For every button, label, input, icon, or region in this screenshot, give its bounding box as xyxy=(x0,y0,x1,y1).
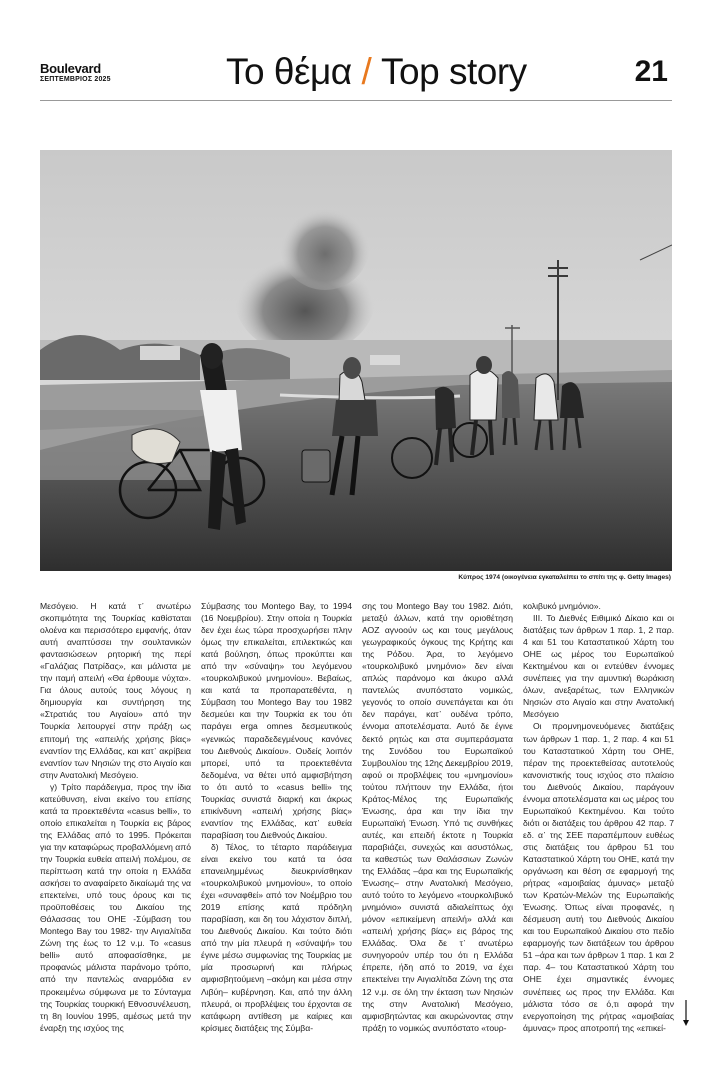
article-photo xyxy=(40,150,672,571)
text-column-1 xyxy=(40,600,191,1040)
paragraph: Μεσόγειο. Η κατά τ᾽ ανωτέρω σκοπιμότητα της Τουρκίας καθίσταται ολοένα και περισσότερο εμφανής, όταν αυτή αναπτύσσει την σουλτανικών φαντασιώσεων ρητορική της περί «Γαλάζιας Πατρίδας», και μάλιστα με την ιταμή απειλή «Θα έρθουμε νύχτα». Για όλους αυτούς τους λόγους η δημιουργία και συντήρηση της «Στρατιάς του Αιγαίου» από την Τουρκία λειτουργεί στην πράξη ως επιτομή της «απειλής χρήσης βίας» εναντίον της Ελλάδας, και κατ᾽ ακρίβεια εναντίον των Νησιών της στο Αιγαίο και στην Ανατολική Μεσόγειο. xyxy=(40,601,191,780)
page-header xyxy=(0,0,711,100)
paragraph: σης του Montego Bay του 1982. Διότι, μεταξύ άλλων, κατά την οριοθέτηση ΑΟΖ αγνοούν ως και τους μεγάλους γεωγραφικούς όγκους της Κρήτης και της Ρόδου. Άρα, το λεγόμενο «τουρκολιβυκό μνημόνιο» δεν είναι απλώς παράνομο και άκυρο αλλά παντελώς ανυπόστατο νομικώς, γεγονός το οποίο συνεπάγεται και ότι δεν παράγει, κατ᾽ ουδένα τρόπο, έννομα αποτελέσματα. Αυτό δε έγινε δεκτό ρητώς και στα συμπεράσματα της Συνόδου του Ευρωπαϊκού Συμβουλίου της 12ης Δεκεμβρίου 2019, αφού οι προβλέψεις του «μνημονίου» τούτου πλήττουν την Ελλάδα, ήτοι Κράτος-Μέλος της Ευρωπαϊκής Ένωσης, άρα και την ίδια την Ευρωπαϊκή Ένωση. Υπό τις συνθήκες αυτές, και επειδή έκτοτε η Τουρκία παραβιάζει, συνεχώς και ασυστόλως, τα καθεστώς των Θαλάσσιων Ζωνών της Ελλάδας –άρα και της Ευρωπαϊκής Ένωσης– στην Ανατολική Μεσόγειο, αυτό τούτο το λεγόμενο «τουρκολιβυκό μνημόνιο» συνιστά αδιαλείπτως όχι μόνον «επικείμενη απειλή» αλλά και «απειλή χρήσης βίας» εις βάρος της Ελλάδας. Όλα δε τ᾽ ανωτέρω συνηγορούν υπέρ του ότι η Ελλάδα έπρεπε, ήδη από το 2019, να έχει επεκτείνει την Αιγιαλίτιδα Ζώνη της στα 12 ν.μ. σε όλη την έκταση των Νησιών της στην Ανατολική Μεσόγειο, αμφισβητώντας και ακυρώνοντας στην πράξη το νομικώς ανυπόστατο «τουρ- xyxy=(362,601,513,1033)
subheading: ΙΙΙ. Το Διεθνές Ειθιμικό Δίκαιο και οι διατάξεις των άρθρων 1 παρ. 1, 2 παρ. 4 και 51 του Καταστατικού Χάρτη του ΟΗΕ ως μέρος του Ευρωπαϊκού Κεκτημένου και οι εντεύθεν έννομες συνέπειες για την αμυντική θωράκιση όλων, ανεξαρέτως, των Ελληνικών Νησιών στο Αιγαίο και στην Ανατολική Μεσόγειο xyxy=(523,613,674,720)
paragraph: δ) Τέλος, το τέταρτο παράδειγμα είναι εκείνο του κατά τα όσα επανειλημμένως διευκρινίσθηκαν «τουρκολιβυκού μνημονίου», το οποίο έχει «συναφθεί» από τον Νοέμβριο του 2019 επίσης κατά πρόδηλη παραβίαση, και δη του λάχιστον διπλή, του Διεθνούς Δικαίου. Και τούτο διότι από την μία πλευρά η «σύναψή» του έγινε μέσω συμφωνίας της Τουρκίας με μία προσωρινή και πλήρως αμφισβητούμενη –ακόμη και μέσα στην Λιβύη– κυβέρνηση. Και, από την άλλη πλευρά, οι προβλέψεις του έρχονται σε κατάφωρη αντίθεση με καίριες και κρίσιμες διατάξεις της Σύμβα- xyxy=(201,841,352,1033)
section-title-separator: / xyxy=(351,51,382,92)
text-column-4 xyxy=(523,600,674,1040)
paragraph: Οι προμνημονευόμενες διατάξεις των άρθρων 1 παρ. 1, 2 παρ. 4 και 51 του Καταστατικού Χάρτη του ΟΗΕ, πέραν της προεκτεθείσας αυτοτελούς κανονιστικής τους ισχύος στο πλαίσιο του Διεθνούς Δικαίου, παράγουν έννομα αποτελέσματα και ως μέρος του Ευρωπαϊκού Κεκτημένου. Και τούτο διότι οι διατάξεις του άρθρου 42 παρ. 7 εδ. α᾽ της ΣΕΕ παραπέμπουν ευθέως στις διατάξεις του άρθρου 51 του Καταστατικού Χάρτη του ΟΗΕ, κατά την οργάνωση και θέση σε εφαρμογή της ρήτρας «αμοιβαίας άμυνας» μεταξύ των Κρατών-Μελών της Ευρωπαϊκής Ένωσης. Όπως είναι προφανές, η δέσμευση αυτή του Διεθνούς Δικαίου και του Ευρωπαϊκού Δικαίου στο πεδίο εφαρμογής των διατάξεων του άρθρου 51 –άρα και των άρθρων 1 παρ. 1 και 2 παρ. 4– του Καταστατικού Χάρτη του ΟΗΕ έχει σημαντικές έννομες συνέπειες ως προς την Ελλάδα. Και μάλιστα τόσο σε ό,τι αφορά την ενεργοποίηση της ρήτρας «αμοιβαίας άμυνας» προς αποτροπή της «επικεί- xyxy=(523,721,674,1033)
paragraph: κολιβυκό μνημόνιο». xyxy=(523,601,601,611)
header-divider xyxy=(40,100,672,101)
section-title-greek: Το θέμα xyxy=(226,51,352,92)
photo-caption: Κύπρος 1974 (οικογένεια εγκαταλείπει το σπίτι της φ. Getty Images) xyxy=(458,574,671,581)
section-title xyxy=(226,52,527,92)
text-column-2 xyxy=(201,600,352,1040)
page-number: 21 xyxy=(634,55,668,88)
paragraph: Σύμβασης του Montego Bay, το 1994 (16 Νοεμβρίου). Στην οποία η Τουρκία δεν έχει έως τώρα προσχωρήσει πλην όμως την επικαλείται, επιλεκτικώς και κατά βούληση, όπως προκύπτει και από την «σύναψη» του λεγόμενου «τουρκολιβυκού μνημονίου». Βεβαίως, και κατά τα προπαρατεθέντα, η Σύμβαση του Montego Bay του 1982 δεσμεύει και την Τουρκία εκ του ότι παράγει erga omnes δεσμευτικούς «γενικώς παραδεδεγμένους κανόνες του Διεθνούς Δικαίου». Ουδείς λοιπόν μπορεί, υπό τα προεκτεθέντα δεδομένα, να θέτει υπό αμφισβήτηση το ότι αυτό το «casus belli» της Τουρκίας συνιστά διαρκή και άκρως επικίνδυνη «απειλή χρήσης βίας» εναντίον της Ελλάδας, κατ᾽ ευθεία παραβίαση του Διεθνούς Δικαίου. xyxy=(201,601,352,840)
issue-date: ΣΕΠΤΕΜΒΡΙΟΣ 2025 xyxy=(40,76,111,83)
text-column-3 xyxy=(362,600,513,1040)
paragraph: γ) Τρίτο παράδειγμα, προς την ίδια κατεύθυνση, είναι εκείνο του επίσης κατά τα προεκτεθέντα «casus belli», το οποίο επικαλείται η Τουρκία εις βάρος της Ελλάδας από το 1995. Πρόκειται για την καταφώρως προβαλλόμενη από την Τουρκία ευθεία απειλή πολέμου, σε περίπτωση κατά την οποία η Ελλάδα ασκήσει το αναφαίρετο δικαίωμά της να επεκτείνει, υπό τους όρους και τις προϋποθέσεις του Δικαίου της Θάλασσας του ΟΗΕ -Σύμβαση του Montego Bay του 1982- την Αιγιαλίτιδα Ζώνη της έως το 12 ν.μ. Το «casus belli» αυτό αποφασίσθηκε, με προφανώς μάλιστα παράνομο τρόπο, από την παντελώς αναρμόδια εν προκειμένω σύμφωνα με το Σύνταγμα της Τουρκίας τουρκική Εθνοσυνέλευση, τη 8η Ιουνίου 1995, αμέσως μετά την έναρξη της ισχύος της xyxy=(40,781,191,1033)
continue-arrow-icon xyxy=(683,1000,689,1026)
section-title-english: Top story xyxy=(381,51,527,92)
brand-logo: Boulevard xyxy=(40,61,101,76)
article-body xyxy=(40,600,674,1040)
